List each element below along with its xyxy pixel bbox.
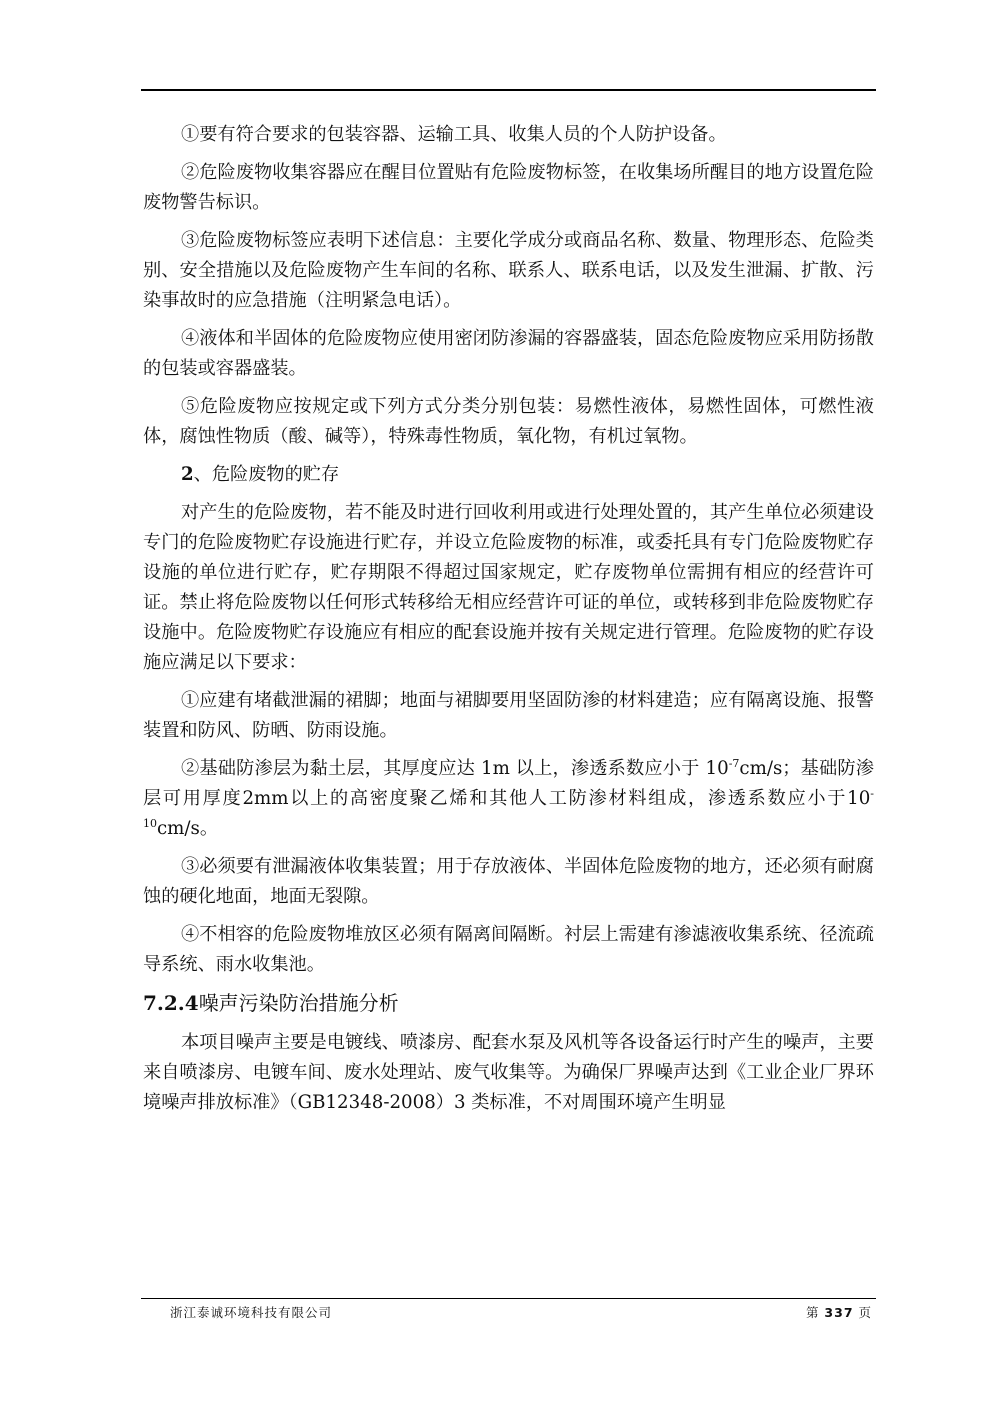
subsection-title	[143, 460, 874, 490]
page-number: 337	[824, 1305, 854, 1320]
paragraph-10: ④不相容的危险废物堆放区必须有隔离间隔断。衬层上需建有渗滤液收集系统、径流疏导系统、雨水收集池。	[143, 924, 874, 975]
subsection-text: 、危险废物的贮存	[193, 464, 340, 485]
section-number: 7.2.4	[143, 991, 199, 1015]
paragraph-8	[143, 754, 874, 844]
paragraph-1: ①要有符合要求的包装容器、运输工具、收集人员的个人防护设备。	[181, 124, 727, 145]
footer-rule	[141, 1298, 876, 1299]
header-rule	[141, 89, 876, 91]
footer-page-label	[806, 1303, 872, 1321]
paragraph-11: 本项目噪声主要是电镀线、喷漆房、配套水泵及风机等各设备运行时产生的噪声，主要来自喷漆房、电镀车间、废水处理站、废气收集等。为确保厂界噪声达到《工业企业厂界环境噪声排放标准》（GB12348-2008）3 类标准，不对周围环境产生明显	[143, 1032, 874, 1113]
page-prefix: 第	[805, 1305, 825, 1320]
page-suffix: 页	[853, 1305, 872, 1320]
section-heading	[143, 988, 874, 1018]
paragraph-8-part-c: cm/s。	[157, 818, 219, 839]
subsection-number: 2	[181, 464, 194, 485]
exponent-2: -10	[143, 787, 874, 830]
paragraph-5: ⑤危险废物应按规定或下列方式分类分别包装：易燃性液体，易燃性固体，可燃性液体，腐蚀性物质（酸、碱等），特殊毒性物质，氧化物，有机过氧物。	[143, 396, 874, 447]
exponent-1: -7	[728, 757, 740, 770]
paragraph-7: ①应建有堵截泄漏的裙脚；地面与裙脚要用坚固防渗的材料建造；应有隔离设施、报警装置和防风、防晒、防雨设施。	[143, 690, 874, 741]
paragraph-4: ④液体和半固体的危险废物应使用密闭防渗漏的容器盛装，固态危险废物应采用防扬散的包装或容器盛装。	[143, 328, 874, 379]
paragraph-6: 对产生的危险废物，若不能及时进行回收利用或进行处理处置的，其产生单位必须建设专门的危险废物贮存设施进行贮存，并设立危险废物的标准，或委托具有专门危险废物贮存设施的单位进行贮存，贮存期限不得超过国家规定，贮存废物单位需拥有相应的经营许可证。禁止将危险废物以任何形式转移给无相应经营许可证的单位，或转移到非危险废物贮存设施中。危险废物贮存设施应有相应的配套设施并按有关规定进行管理。危险废物的贮存设施应满足以下要求：	[143, 502, 874, 673]
paragraph-9: ③必须要有泄漏液体收集装置；用于存放液体、半固体危险废物的地方，还必须有耐腐蚀的硬化地面，地面无裂隙。	[143, 856, 874, 907]
paragraph-2: ②危险废物收集容器应在醒目位置贴有危险废物标签，在收集场所醒目的地方设置危险废物警告标识。	[143, 162, 874, 213]
paragraph-8-part-a: ②基础防渗层为黏土层，其厚度应达 1m 以上，渗透系数应小于 10	[181, 758, 729, 779]
section-title: 噪声污染防治措施分析	[198, 991, 399, 1015]
paragraph-3: ③危险废物标签应表明下述信息：主要化学成分或商品名称、数量、物理形态、危险类别、安全措施以及危险废物产生车间的名称、联系人、联系电话，以及发生泄漏、扩散、污染事故时的应急措施（注明紧急电话）。	[143, 230, 874, 311]
footer-company: 浙江泰诚环境科技有限公司	[170, 1305, 333, 1320]
paragraph-8-part-b: cm/s；基础防渗层可用厚度2mm以上的高密度聚乙烯和其他人工防渗材料组成，渗透系数应小于10	[143, 758, 874, 809]
page-body	[143, 120, 874, 1126]
